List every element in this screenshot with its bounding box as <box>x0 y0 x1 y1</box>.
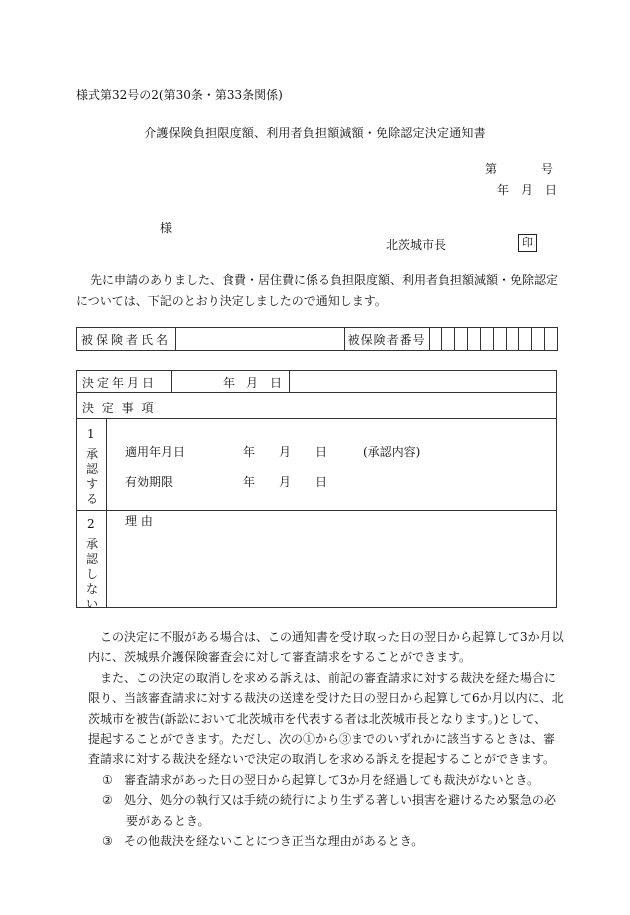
appeal-item-number: ② <box>102 793 113 808</box>
reject-label <box>85 537 99 612</box>
appeal-line: 内に、茨城県介護保険審査会に対して審査請求をすることができます。 <box>88 650 472 665</box>
column-divider <box>289 371 290 392</box>
decision-date-day: 日 <box>270 376 283 390</box>
reject-label-char: な <box>85 582 98 596</box>
appeal-item <box>76 790 566 810</box>
issue-date-day: 日 <box>545 183 558 197</box>
insured-number-digit[interactable] <box>506 328 519 351</box>
column-divider <box>106 418 107 607</box>
appeal-line: 提起することができます。ただし、次の①から③までのいずれかに該当するときは、審 <box>88 732 556 747</box>
appeal-item-text: 処分、処分の執行又は手続の続行により生ずる著しい損害を避けるため緊急の必 <box>124 793 557 808</box>
intro-paragraph <box>76 270 564 312</box>
decision-date-month: 月 <box>246 376 259 390</box>
appeal-notice <box>76 627 566 851</box>
row-divider <box>77 418 556 419</box>
approve-number: 1 <box>87 427 95 441</box>
addressee-suffix: 様 <box>160 221 173 235</box>
issue-no-suffix: 号 <box>541 162 554 176</box>
appeal-line: また、この決定の取消しを求める訴えは、前記の審査請求に対する裁決を経た場合に <box>100 670 557 685</box>
insured-name-field[interactable] <box>175 328 344 351</box>
insured-number-digit[interactable] <box>493 328 506 351</box>
issuer-name: 北茨城市長 <box>386 238 447 252</box>
insured-number-digit[interactable] <box>468 328 481 351</box>
insured-number-digit[interactable] <box>429 328 442 351</box>
issue-number <box>485 160 553 177</box>
reject-label-char: 承 <box>85 537 98 551</box>
approve-label-char: る <box>85 492 98 506</box>
decision-table <box>76 370 557 611</box>
appeal-item-number: ③ <box>102 834 113 849</box>
insured-number-digit[interactable] <box>532 328 545 351</box>
reject-label-char: し <box>85 567 98 581</box>
appeal-line: 査請求に対する裁決を経ないで決定の取消しを求める訴えを提起することができます。 <box>88 752 556 767</box>
insured-number-digit[interactable] <box>545 328 558 351</box>
intro-line: については、下記のとおり決定しましたので通知します。 <box>76 294 387 308</box>
approval-content-label: (承認内容) <box>363 445 421 459</box>
seal-mark: 印 <box>518 234 537 252</box>
issue-date-month: 月 <box>521 183 534 197</box>
decision-date-year: 年 <box>223 376 236 390</box>
decision-date-label: 決定年月日 <box>82 376 158 390</box>
row-divider <box>77 392 556 393</box>
appeal-line: 茨城市を被告(訴訟において北茨城市を代表する者は北茨城市長となります。)として、 <box>88 711 547 726</box>
insured-name-label: 被保険者氏名 <box>77 328 176 351</box>
apply-date-year: 年 <box>243 445 256 459</box>
decision-items-label: 決 定 事 項 <box>82 401 156 415</box>
approve-label <box>85 447 99 507</box>
appeal-item-text: 審査請求があった日の翌日から起算して3か月を経過しても裁決がないとき。 <box>124 772 540 787</box>
valid-period-label: 有効期限 <box>125 475 174 489</box>
apply-date-day: 日 <box>315 445 328 459</box>
approve-label-char: 認 <box>85 462 98 476</box>
document-title: 介護保険負担限度額、利用者負担額減額・免除認定決定通知書 <box>144 126 486 140</box>
reject-number: 2 <box>87 517 95 531</box>
reject-label-char: 認 <box>85 552 98 566</box>
row-divider <box>77 510 556 511</box>
intro-line: 先に申請のありました、食費・居住費に係る負担限度額、利用者負担額減額・免除認定 <box>90 273 559 287</box>
issue-no-prefix: 第 <box>485 162 498 176</box>
insured-number-digit[interactable] <box>519 328 532 351</box>
insured-number-label: 被保険者番号 <box>344 328 429 351</box>
issue-date-year: 年 <box>497 183 510 197</box>
column-divider <box>171 371 172 392</box>
appeal-line: この決定に不服がある場合は、この通知書を受け取った日の翌日から起算して3か月以 <box>100 630 564 644</box>
reject-label-char: い <box>85 597 98 611</box>
apply-date-month: 月 <box>279 445 292 459</box>
approve-label-char: 承 <box>85 447 98 461</box>
appeal-item-text: その他裁決を経ないことにつき正当な理由があるとき。 <box>124 834 424 849</box>
appeal-item-continuation: 要があるとき。 <box>126 813 210 828</box>
insured-number-digit[interactable] <box>455 328 468 351</box>
apply-date-label: 適用年月日 <box>125 445 186 459</box>
insured-info-table <box>76 327 558 351</box>
insured-number-digit[interactable] <box>442 328 455 351</box>
valid-period-month: 月 <box>279 475 292 489</box>
form-number: 様式第32号の2(第30条・第33条関係) <box>76 88 283 102</box>
insured-number-digit[interactable] <box>480 328 493 351</box>
approve-label-char: す <box>85 477 98 491</box>
appeal-line: 限り、当該審査請求に対する裁決の送達を受けた日の翌日から起算して6か月以内に、北 <box>88 691 564 706</box>
appeal-item <box>76 770 566 790</box>
valid-period-day: 日 <box>315 475 328 489</box>
appeal-item <box>76 831 566 851</box>
appeal-item-number: ① <box>102 772 113 787</box>
reason-label: 理 由 <box>125 514 153 528</box>
issue-date <box>497 181 557 198</box>
valid-period-year: 年 <box>243 475 256 489</box>
